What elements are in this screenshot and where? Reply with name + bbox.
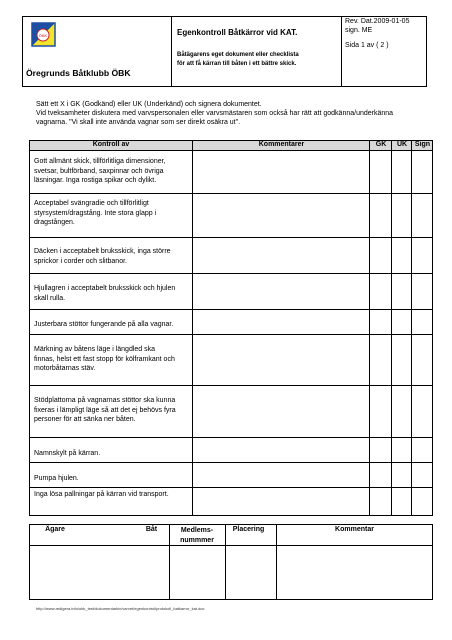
document-title: Egenkontroll Båtkärror vid KAT. <box>177 28 298 37</box>
control-item-line: Däcken i acceptabelt bruksskick, inga större <box>34 248 171 255</box>
control-item-text <box>34 284 194 303</box>
revision-sign: sign. ME <box>345 27 373 34</box>
control-item-text <box>34 199 194 228</box>
page-number: Sida 1 av ( 2 ) <box>345 42 389 49</box>
member-number-column-header <box>169 526 225 545</box>
control-item-line: Stödplattorna på vagnarnas stöttor ska kunna <box>34 397 176 404</box>
control-item-line: finnas, helst ett fast stopp för kölframkant och <box>34 355 175 363</box>
control-item-line: dragstången. <box>34 219 75 226</box>
column-header-gk: GK <box>375 141 387 148</box>
intro-line-1: Sätt ett X i GK (Godkänd) eller UK (Underkänd) och signera dokumentet. <box>36 101 262 108</box>
header-left-cell <box>22 16 172 87</box>
control-item-text <box>34 396 199 425</box>
control-item-text <box>34 320 199 330</box>
control-item-text <box>34 157 194 186</box>
control-item-line: Pumpa hjulen. <box>34 475 79 482</box>
intro-text <box>36 100 436 128</box>
document-subtitle-line2: för att få kärran till båten i ett bättre skick. <box>177 61 297 67</box>
header-revision-cell <box>341 16 427 87</box>
control-item-line: Hjullagren i acceptabelt bruksskick och hjulen <box>34 285 176 292</box>
column-divider <box>411 140 412 516</box>
control-item-line: skall rulla. <box>34 294 66 302</box>
revision-date: Rev. Dat.2009-01-05 <box>345 18 410 25</box>
member-number-header-line: Medlems- <box>180 527 214 534</box>
control-item-text <box>34 490 199 500</box>
control-item-line: personer för att sänka ner båten. <box>34 416 136 423</box>
control-item-line: Acceptabel svängradie och tillförlitligt <box>34 200 149 207</box>
document-subtitle-line1: Båtägarens eget dokument eller checklista <box>177 52 299 58</box>
control-item-line: Märkning av båtens läge i längdled ska <box>34 346 156 353</box>
control-item-line: Inga lösa pallningar på kärran vid transport. <box>34 491 169 498</box>
owner-table-body-row <box>29 545 433 600</box>
comment-column-header: Kommentar <box>335 526 374 533</box>
column-divider <box>225 524 226 600</box>
checklist-table <box>29 140 433 516</box>
column-header-sign: Sign <box>414 141 431 148</box>
club-pennant-logo-icon <box>29 20 57 50</box>
control-item-line: läsningar. Inga rostiga spikar och dylikt. <box>34 177 157 184</box>
control-item-line: Gott allmänt skick, tillförlitliga dimensioner, <box>34 158 166 165</box>
control-item-line: svetsar, bultförband, saxpinnar och övriga <box>34 167 164 175</box>
control-item-line: Namnskylt på kärran. <box>34 450 101 457</box>
owner-column-header: Ägare <box>45 526 65 533</box>
logo-letters: ÖBK <box>38 33 48 38</box>
column-divider <box>276 524 277 600</box>
column-header-comments: Kommentarer <box>258 141 305 148</box>
control-item-text <box>34 449 194 459</box>
control-item-text <box>34 345 199 374</box>
control-item-text <box>34 247 194 266</box>
header-title-cell <box>171 16 342 87</box>
boat-column-header: Båt <box>145 526 158 533</box>
control-item-line: fixeras i lämpligt läge så att det ej behövs fyra <box>34 406 176 414</box>
member-number-header-line: nummmer <box>180 536 214 544</box>
placement-column-header: Placering <box>232 526 265 533</box>
column-divider <box>169 524 170 600</box>
intro-line-3: vagnarna. "Vi skall inte använda vagnar som ser direkt osäkra ut". <box>36 119 241 127</box>
control-item-line: styrsystem/dragstång. Inte stora glapp i <box>34 209 157 217</box>
control-item-line: motorbåtarnas stäv. <box>34 365 96 372</box>
control-item-line: Justerbara stöttor fungerande på alla vagnar. <box>34 321 174 328</box>
column-divider <box>391 140 392 516</box>
intro-line-2: Vid tveksamheter diskutera med varvspersonalen eller varvsmästaren som också har rätt att godkänna/underkänna <box>36 110 394 118</box>
club-name: Öregrunds Båtklubb ÖBK <box>26 68 131 78</box>
column-divider <box>192 140 193 516</box>
column-divider <box>369 140 370 516</box>
column-header-control: Kontroll av <box>92 141 130 148</box>
control-item-text <box>34 474 194 484</box>
control-item-line: sprickor i corder och slitbanor. <box>34 257 127 265</box>
owner-table <box>29 524 433 600</box>
footer-document-url: http://www.redigera.info/obk_test/dokumentarkiv/varvet/egenkontrollprotokoll_batkarror_kat.doc <box>36 606 205 611</box>
column-header-uk: UK <box>396 141 408 148</box>
